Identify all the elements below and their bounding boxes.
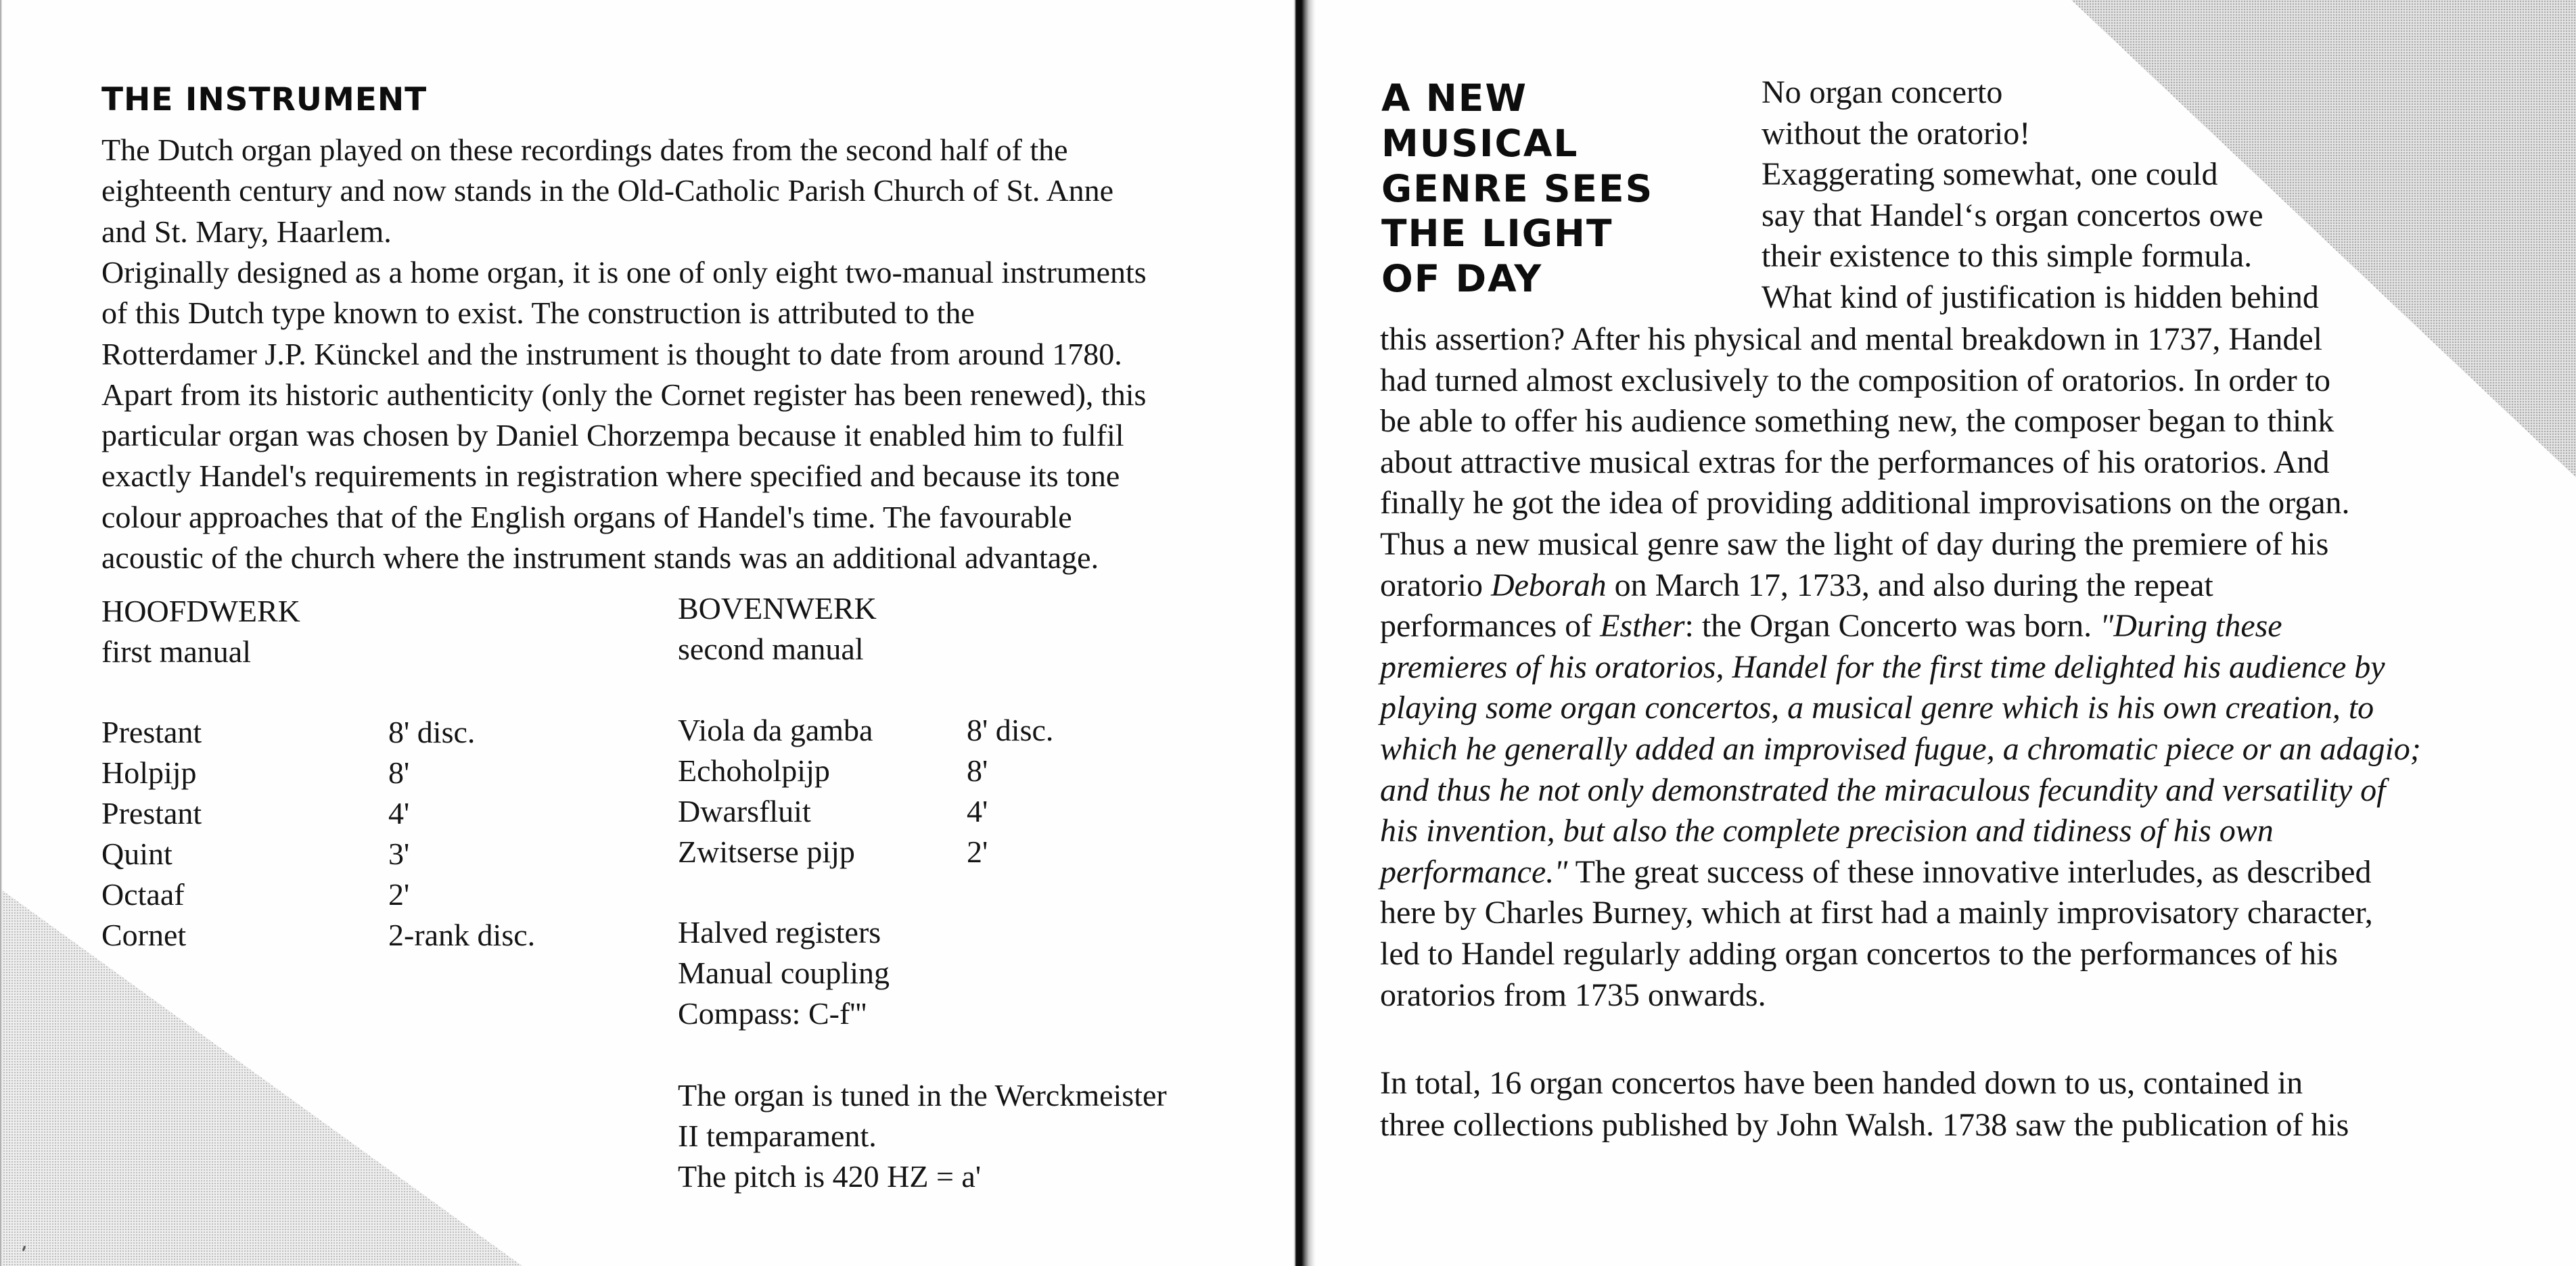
body-line [1380,647,2385,688]
stop-name: Octaaf [101,877,185,912]
stop-pitch: 3' [388,837,410,871]
closing-line: three collections published by John Walsh. 1738 saw the publication of his [1380,1107,2349,1143]
stop-pitch: 8' disc. [967,713,1054,747]
body-line: of this Dutch type known to exist. The construction is attributed to the [101,296,975,330]
stop-pitch: 4' [388,796,410,830]
hoofdwerk-subtitle: first manual [101,634,251,669]
note-halved-registers: Halved registers [678,915,881,950]
body-line: Originally designed as a home organ, it is one of only eight two-manual instruments [101,255,1147,289]
book-spine-gutter [1293,0,1316,1266]
italic-text: performance." [1380,854,1568,890]
intro-line: their existence to this simple formula. [1762,238,2253,274]
text: Thus a new musical genre saw the light of day during the premiere of his [1380,526,2329,562]
body-line [1380,565,2213,606]
italic-text: playing some organ concertos, a musical genre which is his own creation, to [1380,690,2374,726]
body-line: exactly Handel's requirements in registration where specified and because its tone [101,459,1120,493]
intro-line: say that Handel‘s organ concertos owe [1762,197,2263,233]
bovenwerk-title: BOVENWERK [678,591,877,626]
heading-line: OF DAY [1381,257,1543,301]
stop-name: Dwarsfluit [678,794,811,828]
text: be able to offer his audience something new, the composer began to think [1380,403,2334,439]
body-line [1380,524,2328,565]
stop-name: Prestant [101,715,202,749]
stop-name: Holpijp [101,755,197,790]
italic-text: "During these [2100,608,2282,644]
pitch-line: The pitch is 420 HZ = a' [678,1159,982,1194]
bovenwerk-subtitle: second manual [678,632,864,666]
text: this assertion? After his physical and mental breakdown in 1737, Handel [1380,321,2323,357]
body-line [1380,688,2374,728]
italic-text: his invention, but also the complete precision and tidiness of his own [1380,813,2274,849]
body-line: and St. Mary, Haarlem. [101,214,392,249]
stop-pitch: 2-rank disc. [388,918,536,952]
stop-pitch: 8' [967,753,988,788]
stop-pitch: 8' [388,755,410,790]
note-compass: Compass: C-f''' [678,996,867,1031]
stop-pitch: 4' [967,794,988,828]
section-heading-the-instrument: THE INSTRUMENT [101,81,428,118]
italic-text: which he generally added an improvised fugue, a chromatic piece or an adagio; [1380,731,2421,767]
body-line: Apart from its historic authenticity (only the Cornet register has been renewed), this [101,377,1147,412]
text: performances of [1380,608,1601,644]
body-line [1380,442,2330,483]
text: finally he got the idea of providing additional improvisations on the organ. [1380,485,2350,521]
body-line [1380,811,2274,851]
hoofdwerk-title: HOOFDWERK [101,594,300,628]
stop-name: Cornet [101,918,187,952]
body-line: Rotterdamer J.P. Künckel and the instrument is thought to date from around 1780. [101,337,1122,371]
body-line: particular organ was chosen by Daniel Chorzempa because it enabled him to fulfil [101,418,1124,452]
text: led to Handel regularly adding organ concertos to the performances of his [1380,936,2338,972]
text: here by Charles Burney, which at first had a mainly improvisatory character, [1380,895,2373,931]
text: : the Organ Concerto was born. [1684,608,2100,644]
closing-line: In total, 16 organ concertos have been handed down to us, contained in [1380,1065,2303,1101]
body-line [1380,975,1766,1016]
body-line: The Dutch organ played on these recordings dates from the second half of the [101,133,1068,167]
body-line [1380,483,2350,523]
tuning-line-2: II temparament. [678,1119,877,1153]
italic-text: Deborah [1490,567,1607,603]
right-page [1296,0,2576,1266]
body-line [1380,360,2330,401]
heading-line: THE LIGHT [1381,212,1613,256]
italic-text: Esther [1600,608,1685,644]
heading-line: GENRE SEES [1381,166,1654,210]
stop-name: Prestant [101,796,202,830]
heading-line: MUSICAL [1381,121,1579,165]
text: had turned almost exclusively to the composition of oratorios. In order to [1380,362,2331,398]
body-line: colour approaches that of the English organs of Handel's time. The favourable [101,500,1072,534]
page-edge-shadow [0,0,2,1266]
heading-line: A NEW [1381,76,1527,120]
stop-pitch: 8' disc. [388,715,476,749]
intro-line: without the oratorio! [1762,116,2031,151]
text: oratorios from 1735 onwards. [1380,977,1766,1013]
body-line: acoustic of the church where the instrument stands was an additional advantage. [101,540,1099,575]
body-line [1380,934,2338,975]
body-line [1380,770,2385,811]
text: on March 17, 1733, and also during the repeat [1606,567,2213,603]
italic-text: premieres of his oratorios, Handel for the first time delighted his audience by [1380,649,2385,685]
stop-pitch: 2' [967,835,988,869]
stop-name: Quint [101,837,172,871]
intro-line: Exaggerating somewhat, one could [1762,156,2218,192]
body-line [1380,606,2282,647]
text: oratorio [1380,567,1491,603]
text: The great success of these innovative interludes, as described [1567,854,2372,890]
stop-pitch: 2' [388,877,410,912]
body-line [1380,729,2421,770]
intro-line: No organ concerto [1762,74,2003,110]
stop-name: Viola da gamba [678,713,873,747]
body-line [1380,893,2373,933]
stop-name: Echoholpijp [678,753,830,788]
body-line: eighteenth century and now stands in the Old-Catholic Parish Church of St. Anne [101,173,1114,208]
text: about attractive musical extras for the performances of his oratorios. And [1380,444,2330,480]
body-line [1380,852,2371,893]
body-line [1380,401,2334,442]
italic-text: and thus he not only demonstrated the miraculous fecundity and versatility of [1380,772,2386,808]
stop-name: Zwitserse pijp [678,835,855,869]
intro-line: What kind of justification is hidden behind [1762,279,2319,315]
note-manual-coupling: Manual coupling [678,956,890,990]
tuning-line-1: The organ is tuned in the Werckmeister [678,1078,1167,1112]
body-line [1380,319,2322,360]
